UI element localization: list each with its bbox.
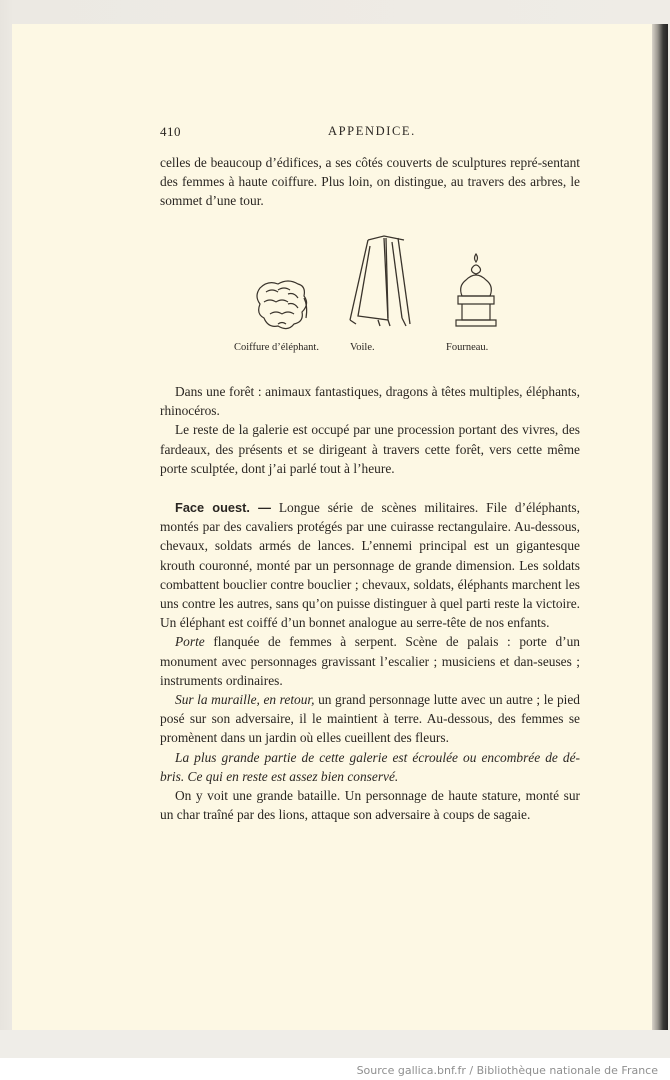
section-heading: Face ouest. — xyxy=(175,500,271,515)
caption-coiffure: Coiffure d’éléphant. xyxy=(234,342,319,353)
paragraph-muraille xyxy=(160,690,580,748)
paragraph-porte-text: flanquée de femmes à serpent. Scène de palais : porte d’un monument avec personnages gravissant l’escalier ; musiciens et dan-seuses ; instruments ordinaires. xyxy=(160,634,580,688)
text-block-top xyxy=(160,153,580,211)
figure-drawings xyxy=(200,232,530,342)
paragraph-continuation: celles de beaucoup d’édifices, a ses côtés couverts de sculptures repré-sentant des femmes à haute coiffure. Plus loin, on distingue, au travers des arbres, le sommet d’une tour. xyxy=(160,155,580,209)
caption-voile: Voile. xyxy=(350,342,375,353)
text-block-middle xyxy=(160,382,580,478)
figure-illustrations xyxy=(200,232,530,362)
paragraph-west-face-text: Longue série de scènes militaires. File d’éléphants, montés par des cavaliers protégés par une cuirasse rectangulaire. Au-dessous, chevaux, soldats armés de lances. L’ennemi principal est un gigantesque krouth couronné, monté par un personnage de grande dimension. Les soldats combattent bouclier contre bouclier ; chevaux, soldats, éléphants marchent les uns contre les autres, sans qu’on puisse distinguer à quel parti reste la victoire. Un éléphant est coiffé d’un bonnet analogue au serre-tête de nos enfants. xyxy=(160,500,580,631)
sail-icon xyxy=(350,236,410,326)
furnace-icon xyxy=(456,254,496,326)
page-edge-shadow xyxy=(652,24,668,1032)
italic-lead-porte: Porte xyxy=(175,634,205,650)
paragraph-muraille-text: un grand personnage lutte avec un autre ; le pied posé sur son adversaire, il le maintient à terre. Au-dessous, des femmes se promènent dans un jardin où elles cueillent des fleurs. xyxy=(160,692,580,746)
running-head xyxy=(160,124,580,142)
page-number: 410 xyxy=(160,124,181,139)
paragraph-battle: On y voit une grande bataille. Un personnage de haute stature, monté sur un char traîné par des lions, attaque son adversaire à coups de sagaie. xyxy=(160,788,580,823)
italic-lead-muraille: Sur la muraille, en retour, xyxy=(175,692,315,708)
text-block-west-face xyxy=(160,498,580,824)
paragraph-procession: Le reste de la galerie est occupé par une procession portant des vivres, des fardeaux, des présents et se dirigeant à travers cette forêt, vers cette même porte sculptée, dont j’ai parlé tout à l’heure. xyxy=(160,422,580,476)
scan-bottom-margin xyxy=(0,1030,670,1058)
paragraph-italic-note: La plus grande partie de cette galerie est écroulée ou encombrée de dé-bris. Ce qui en reste est assez bien conservé. xyxy=(160,749,580,784)
source-footer: Source gallica.bnf.fr / Bibliothèque nationale de France xyxy=(356,1064,658,1077)
caption-fourneau: Fourneau. xyxy=(446,342,489,353)
paragraph-porte xyxy=(160,632,580,690)
paragraph-west-face xyxy=(160,498,580,632)
running-title: APPENDICE. xyxy=(328,124,416,138)
paragraph-forest: Dans une forêt : animaux fantastiques, dragons à têtes multiples, éléphants, rhinocéros. xyxy=(160,384,580,419)
elephant-headdress-icon xyxy=(257,281,307,329)
